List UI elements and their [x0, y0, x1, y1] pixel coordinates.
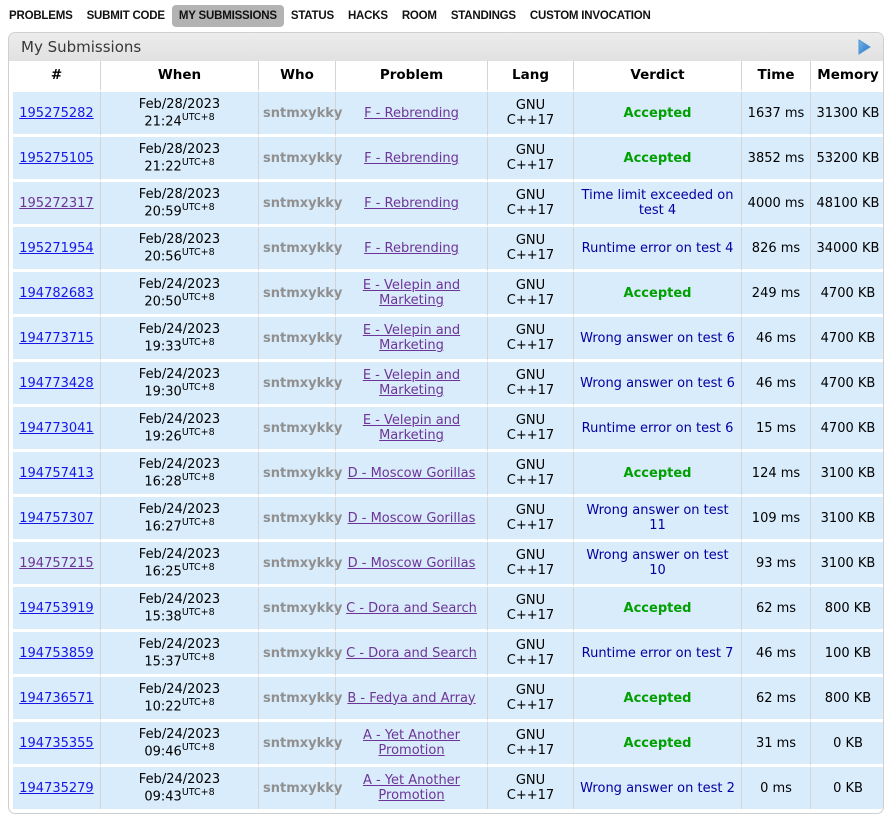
timezone-label: UTC+8 [181, 471, 215, 483]
submission-date: Feb/28/2023 [138, 186, 221, 202]
submission-date: Feb/24/2023 [138, 321, 221, 337]
submission-time: 20:56 [144, 249, 182, 265]
cell-problem [336, 497, 488, 542]
problem-link[interactable]: B - Fedya and Array [347, 690, 476, 706]
cell-verdict [574, 542, 742, 587]
nav-tab-submit-code[interactable]: SUBMIT CODE [86, 10, 165, 22]
submissions-table-wrap [9, 61, 883, 813]
submission-row [13, 272, 884, 317]
cell-submission-id [13, 632, 101, 677]
language-label: GNU C++17 [506, 458, 555, 488]
submission-time: 09:46 [144, 744, 182, 760]
cell-verdict [574, 407, 742, 452]
cell-lang [488, 227, 574, 272]
participant-handle: sntmxykky [263, 645, 343, 661]
timezone-label: UTC+8 [181, 741, 215, 753]
language-label: GNU C++17 [506, 773, 555, 803]
submission-time: 19:26 [144, 429, 182, 445]
submission-time: 20:50 [144, 294, 182, 310]
submission-row [13, 542, 884, 587]
verdict-label: Runtime error on test 4 [581, 240, 734, 256]
cell-problem [336, 587, 488, 632]
submission-date: Feb/24/2023 [138, 456, 221, 472]
participant-handle: sntmxykky [263, 330, 343, 346]
cell-submission-id [13, 587, 101, 632]
submission-row [13, 497, 884, 542]
cell-who [259, 677, 343, 722]
problem-link[interactable]: C - Dora and Search [346, 600, 477, 616]
cell-who [259, 137, 343, 182]
problem-link[interactable]: E - Velepin and Marketing [362, 323, 461, 353]
submissions-table [13, 61, 884, 809]
timezone-label: UTC+8 [181, 381, 215, 393]
cell-lang [488, 452, 574, 497]
verdict-label: Wrong answer on test 10 [586, 548, 729, 578]
submission-row [13, 407, 884, 452]
cell-submission-id [13, 317, 101, 362]
cell-time: 249 ms [742, 272, 811, 317]
submission-row [13, 92, 884, 137]
cell-memory: 48100 KB [811, 182, 884, 227]
cell-problem [336, 722, 488, 767]
cell-submission-id [13, 182, 101, 227]
participant-handle: sntmxykky [263, 510, 343, 526]
problem-link[interactable]: F - Rebrending [364, 105, 459, 121]
cell-problem [336, 182, 488, 227]
problem-link[interactable]: D - Moscow Gorillas [347, 510, 476, 526]
submission-time: 10:22 [144, 699, 182, 715]
participant-handle: sntmxykky [263, 690, 343, 706]
timezone-label: UTC+8 [181, 651, 215, 663]
column-header-who: Who [259, 61, 336, 92]
submission-date: Feb/24/2023 [138, 276, 221, 292]
verdict-label: Time limit exceeded on test 4 [581, 188, 734, 218]
verdict-label: Accepted [623, 150, 692, 166]
submission-time: 21:24 [144, 114, 182, 130]
problem-link[interactable]: F - Rebrending [364, 240, 459, 256]
cell-memory: 53200 KB [811, 137, 884, 182]
cell-problem [336, 227, 488, 272]
cell-who [259, 587, 343, 632]
nav-tab-hacks[interactable]: HACKS [347, 10, 388, 22]
cell-lang [488, 362, 574, 407]
submission-date: Feb/24/2023 [138, 591, 221, 607]
cell-verdict [574, 677, 742, 722]
problem-link[interactable]: D - Moscow Gorillas [347, 465, 476, 481]
submission-date: Feb/24/2023 [138, 366, 221, 382]
cell-lang [488, 767, 574, 809]
cell-verdict [574, 227, 742, 272]
submissions-tbody [13, 92, 884, 809]
problem-link[interactable]: E - Velepin and Marketing [362, 368, 461, 398]
cell-verdict [574, 632, 742, 677]
submission-id-link[interactable]: 195275282 [19, 105, 94, 121]
verdict-label: Runtime error on test 6 [581, 420, 734, 436]
cell-problem [336, 767, 488, 809]
column-header-when: When [101, 61, 259, 92]
cell-time: 46 ms [742, 362, 811, 407]
cell-when [101, 767, 259, 809]
language-label: GNU C++17 [506, 728, 555, 758]
submission-id-link[interactable]: 194757307 [19, 510, 94, 526]
cell-time: 0 ms [742, 767, 811, 809]
cell-when [101, 272, 259, 317]
timezone-label: UTC+8 [181, 246, 215, 258]
cell-who [259, 317, 343, 362]
column-header-time: Time [742, 61, 811, 92]
problem-link[interactable]: D - Moscow Gorillas [347, 555, 476, 571]
cell-memory: 4700 KB [811, 317, 884, 362]
verdict-label: Wrong answer on test 2 [580, 780, 735, 796]
participant-handle: sntmxykky [263, 240, 343, 256]
submission-time: 20:59 [144, 204, 182, 220]
cell-who [259, 452, 343, 497]
cell-when [101, 317, 259, 362]
submission-id-link[interactable]: 194757413 [19, 465, 94, 481]
table-header-row [13, 61, 884, 92]
cell-verdict [574, 767, 742, 809]
cell-who [259, 722, 343, 767]
nav-tab-custom-invocation[interactable]: CUSTOM INVOCATION [529, 10, 651, 22]
timezone-label: UTC+8 [181, 561, 215, 573]
cell-lang [488, 92, 574, 137]
verdict-label: Accepted [623, 735, 692, 751]
submission-time: 16:25 [144, 564, 182, 580]
submission-row [13, 632, 884, 677]
cell-problem [336, 362, 488, 407]
participant-handle: sntmxykky [263, 375, 343, 391]
language-label: GNU C++17 [506, 368, 555, 398]
verdict-label: Accepted [623, 285, 692, 301]
cell-problem [336, 272, 488, 317]
cell-lang [488, 677, 574, 722]
cell-who [259, 632, 343, 677]
cell-lang [488, 272, 574, 317]
timezone-label: UTC+8 [181, 156, 215, 168]
column-header-memory: Memory [811, 61, 884, 92]
submission-id-link[interactable]: 194773715 [19, 330, 94, 346]
submission-id-link[interactable]: 194773428 [19, 375, 94, 391]
participant-handle: sntmxykky [263, 195, 343, 211]
submission-row [13, 137, 884, 182]
cell-submission-id [13, 542, 101, 587]
cell-problem [336, 92, 488, 137]
cell-problem [336, 542, 488, 587]
verdict-label: Runtime error on test 7 [581, 645, 734, 661]
submission-row [13, 587, 884, 632]
language-label: GNU C++17 [506, 143, 555, 173]
submission-row [13, 677, 884, 722]
cell-who [259, 182, 343, 227]
submission-time: 15:37 [144, 654, 182, 670]
submission-id-link[interactable]: 194773041 [19, 420, 94, 436]
participant-handle: sntmxykky [263, 105, 343, 121]
verdict-label: Wrong answer on test 6 [580, 330, 735, 346]
submission-row [13, 227, 884, 272]
verdict-label: Accepted [623, 600, 692, 616]
language-label: GNU C++17 [506, 503, 555, 533]
cell-submission-id [13, 407, 101, 452]
cell-verdict [574, 92, 742, 137]
submission-date: Feb/24/2023 [138, 771, 221, 787]
cell-submission-id [13, 272, 101, 317]
cell-when [101, 542, 259, 587]
language-label: GNU C++17 [506, 413, 555, 443]
cell-submission-id [13, 767, 101, 809]
expand-arrow-icon[interactable] [856, 37, 873, 57]
cell-memory: 31300 KB [811, 92, 884, 137]
cell-problem [336, 407, 488, 452]
cell-memory: 100 KB [811, 632, 884, 677]
submission-id-link[interactable]: 195275105 [19, 150, 94, 166]
timezone-label: UTC+8 [181, 111, 215, 123]
language-label: GNU C++17 [506, 548, 555, 578]
cell-memory: 3100 KB [811, 542, 884, 587]
cell-when [101, 497, 259, 542]
cell-when [101, 92, 259, 137]
submission-time: 21:22 [144, 159, 182, 175]
submission-row [13, 722, 884, 767]
column-header-id: # [13, 61, 101, 92]
submission-id-link[interactable]: 194736571 [19, 690, 94, 706]
cell-memory: 800 KB [811, 587, 884, 632]
cell-when [101, 137, 259, 182]
submission-id-link[interactable]: 195272317 [19, 195, 94, 211]
cell-submission-id [13, 677, 101, 722]
participant-handle: sntmxykky [263, 420, 343, 436]
cell-verdict [574, 182, 742, 227]
submission-id-link[interactable]: 194735355 [19, 735, 94, 751]
cell-when [101, 677, 259, 722]
submission-time: 19:30 [144, 384, 182, 400]
cell-problem [336, 317, 488, 362]
language-label: GNU C++17 [506, 593, 555, 623]
language-label: GNU C++17 [506, 188, 555, 218]
cell-verdict [574, 362, 742, 407]
verdict-label: Wrong answer on test 11 [586, 503, 729, 533]
cell-submission-id [13, 137, 101, 182]
cell-who [259, 362, 343, 407]
cell-time: 1637 ms [742, 92, 811, 137]
submission-row [13, 362, 884, 407]
cell-verdict [574, 317, 742, 362]
submission-row [13, 452, 884, 497]
cell-time: 826 ms [742, 227, 811, 272]
contest-tabs-nav [0, 0, 890, 30]
participant-handle: sntmxykky [263, 150, 343, 166]
participant-handle: sntmxykky [263, 735, 343, 751]
submission-time: 15:38 [144, 609, 182, 625]
cell-time: 46 ms [742, 317, 811, 362]
cell-time: 15 ms [742, 407, 811, 452]
submission-row [13, 317, 884, 362]
submission-date: Feb/28/2023 [138, 141, 221, 157]
nav-tab-my-submissions[interactable]: MY SUBMISSIONS [172, 5, 284, 27]
submission-date: Feb/28/2023 [138, 231, 221, 247]
participant-handle: sntmxykky [263, 780, 343, 796]
cell-lang [488, 497, 574, 542]
timezone-label: UTC+8 [181, 201, 215, 213]
language-label: GNU C++17 [506, 233, 555, 263]
cell-verdict [574, 137, 742, 182]
timezone-label: UTC+8 [181, 336, 215, 348]
cell-when [101, 587, 259, 632]
problem-link[interactable]: E - Velepin and Marketing [362, 413, 461, 443]
timezone-label: UTC+8 [181, 291, 215, 303]
language-label: GNU C++17 [506, 638, 555, 668]
cell-verdict [574, 587, 742, 632]
cell-time: 4000 ms [742, 182, 811, 227]
language-label: GNU C++17 [506, 98, 555, 128]
cell-when [101, 722, 259, 767]
cell-memory: 0 KB [811, 722, 884, 767]
cell-who [259, 407, 343, 452]
cell-time: 62 ms [742, 587, 811, 632]
cell-memory: 4700 KB [811, 407, 884, 452]
cell-lang [488, 182, 574, 227]
cell-who [259, 227, 343, 272]
cell-memory: 3100 KB [811, 452, 884, 497]
cell-verdict [574, 722, 742, 767]
cell-time: 93 ms [742, 542, 811, 587]
cell-when [101, 452, 259, 497]
cell-submission-id [13, 722, 101, 767]
cell-who [259, 497, 343, 542]
panel-caption-bar [9, 33, 883, 61]
submission-date: Feb/24/2023 [138, 726, 221, 742]
participant-handle: sntmxykky [263, 285, 343, 301]
cell-when [101, 362, 259, 407]
verdict-label: Wrong answer on test 6 [580, 375, 735, 391]
cell-who [259, 92, 343, 137]
cell-verdict [574, 452, 742, 497]
cell-memory: 0 KB [811, 767, 884, 809]
cell-lang [488, 317, 574, 362]
submission-id-link[interactable]: 194753919 [19, 600, 94, 616]
cell-problem [336, 137, 488, 182]
cell-lang [488, 542, 574, 587]
submission-id-link[interactable]: 194735279 [19, 780, 94, 796]
submission-id-link[interactable]: 194753859 [19, 645, 94, 661]
nav-tab-problems[interactable]: PROBLEMS [9, 10, 73, 22]
problem-link[interactable]: C - Dora and Search [346, 645, 477, 661]
panel-title: My Submissions [21, 38, 142, 56]
submission-id-link[interactable]: 194782683 [19, 285, 94, 301]
participant-handle: sntmxykky [263, 465, 343, 481]
cell-problem [336, 677, 488, 722]
submission-time: 16:28 [144, 474, 182, 490]
cell-who [259, 272, 343, 317]
language-label: GNU C++17 [506, 278, 555, 308]
cell-problem [336, 452, 488, 497]
language-label: GNU C++17 [506, 323, 555, 353]
submission-date: Feb/24/2023 [138, 546, 221, 562]
cell-memory: 34000 KB [811, 227, 884, 272]
problem-link[interactable]: A - Yet Another Promotion [362, 773, 461, 803]
cell-problem [336, 632, 488, 677]
cell-who [259, 767, 343, 809]
submission-date: Feb/24/2023 [138, 681, 221, 697]
cell-submission-id [13, 497, 101, 542]
cell-submission-id [13, 227, 101, 272]
column-header-verdict: Verdict [574, 61, 742, 92]
submission-row [13, 182, 884, 227]
submission-row [13, 767, 884, 809]
submission-date: Feb/28/2023 [138, 96, 221, 112]
cell-lang [488, 632, 574, 677]
participant-handle: sntmxykky [263, 555, 343, 571]
submission-date: Feb/24/2023 [138, 411, 221, 427]
column-header-problem: Problem [336, 61, 488, 92]
cell-memory: 800 KB [811, 677, 884, 722]
column-header-lang: Lang [488, 61, 574, 92]
submission-time: 16:27 [144, 519, 182, 535]
cell-time: 62 ms [742, 677, 811, 722]
cell-time: 31 ms [742, 722, 811, 767]
cell-time: 46 ms [742, 632, 811, 677]
timezone-label: UTC+8 [181, 426, 215, 438]
cell-lang [488, 137, 574, 182]
submission-id-link[interactable]: 194757215 [19, 555, 94, 571]
timezone-label: UTC+8 [181, 606, 215, 618]
verdict-label: Accepted [623, 465, 692, 481]
cell-lang [488, 587, 574, 632]
timezone-label: UTC+8 [181, 696, 215, 708]
nav-tab-status[interactable]: STATUS [290, 10, 334, 22]
verdict-label: Accepted [623, 105, 692, 121]
cell-time: 3852 ms [742, 137, 811, 182]
cell-verdict [574, 497, 742, 542]
cell-time: 109 ms [742, 497, 811, 542]
problem-link[interactable]: A - Yet Another Promotion [362, 728, 461, 758]
cell-who [259, 542, 343, 587]
nav-tab-standings[interactable]: STANDINGS [450, 10, 516, 22]
submission-time: 09:43 [144, 789, 182, 805]
cell-lang [488, 722, 574, 767]
verdict-label: Accepted [623, 690, 692, 706]
cell-memory: 4700 KB [811, 272, 884, 317]
cell-when [101, 407, 259, 452]
problem-link[interactable]: E - Velepin and Marketing [362, 278, 461, 308]
cell-submission-id [13, 362, 101, 407]
cell-lang [488, 407, 574, 452]
participant-handle: sntmxykky [263, 600, 343, 616]
language-label: GNU C++17 [506, 683, 555, 713]
cell-time: 124 ms [742, 452, 811, 497]
submission-date: Feb/24/2023 [138, 636, 221, 652]
cell-when [101, 227, 259, 272]
cell-when [101, 182, 259, 227]
cell-submission-id [13, 92, 101, 137]
my-submissions-panel [8, 32, 884, 814]
timezone-label: UTC+8 [181, 786, 215, 798]
problem-link[interactable]: F - Rebrending [364, 195, 459, 211]
problem-link[interactable]: F - Rebrending [364, 150, 459, 166]
cell-memory: 3100 KB [811, 497, 884, 542]
cell-memory: 4700 KB [811, 362, 884, 407]
submission-date: Feb/24/2023 [138, 501, 221, 517]
submission-id-link[interactable]: 195271954 [19, 240, 94, 256]
cell-verdict [574, 272, 742, 317]
submission-time: 19:33 [144, 339, 182, 355]
nav-tab-room[interactable]: ROOM [401, 10, 437, 22]
cell-submission-id [13, 452, 101, 497]
cell-when [101, 632, 259, 677]
timezone-label: UTC+8 [181, 516, 215, 528]
